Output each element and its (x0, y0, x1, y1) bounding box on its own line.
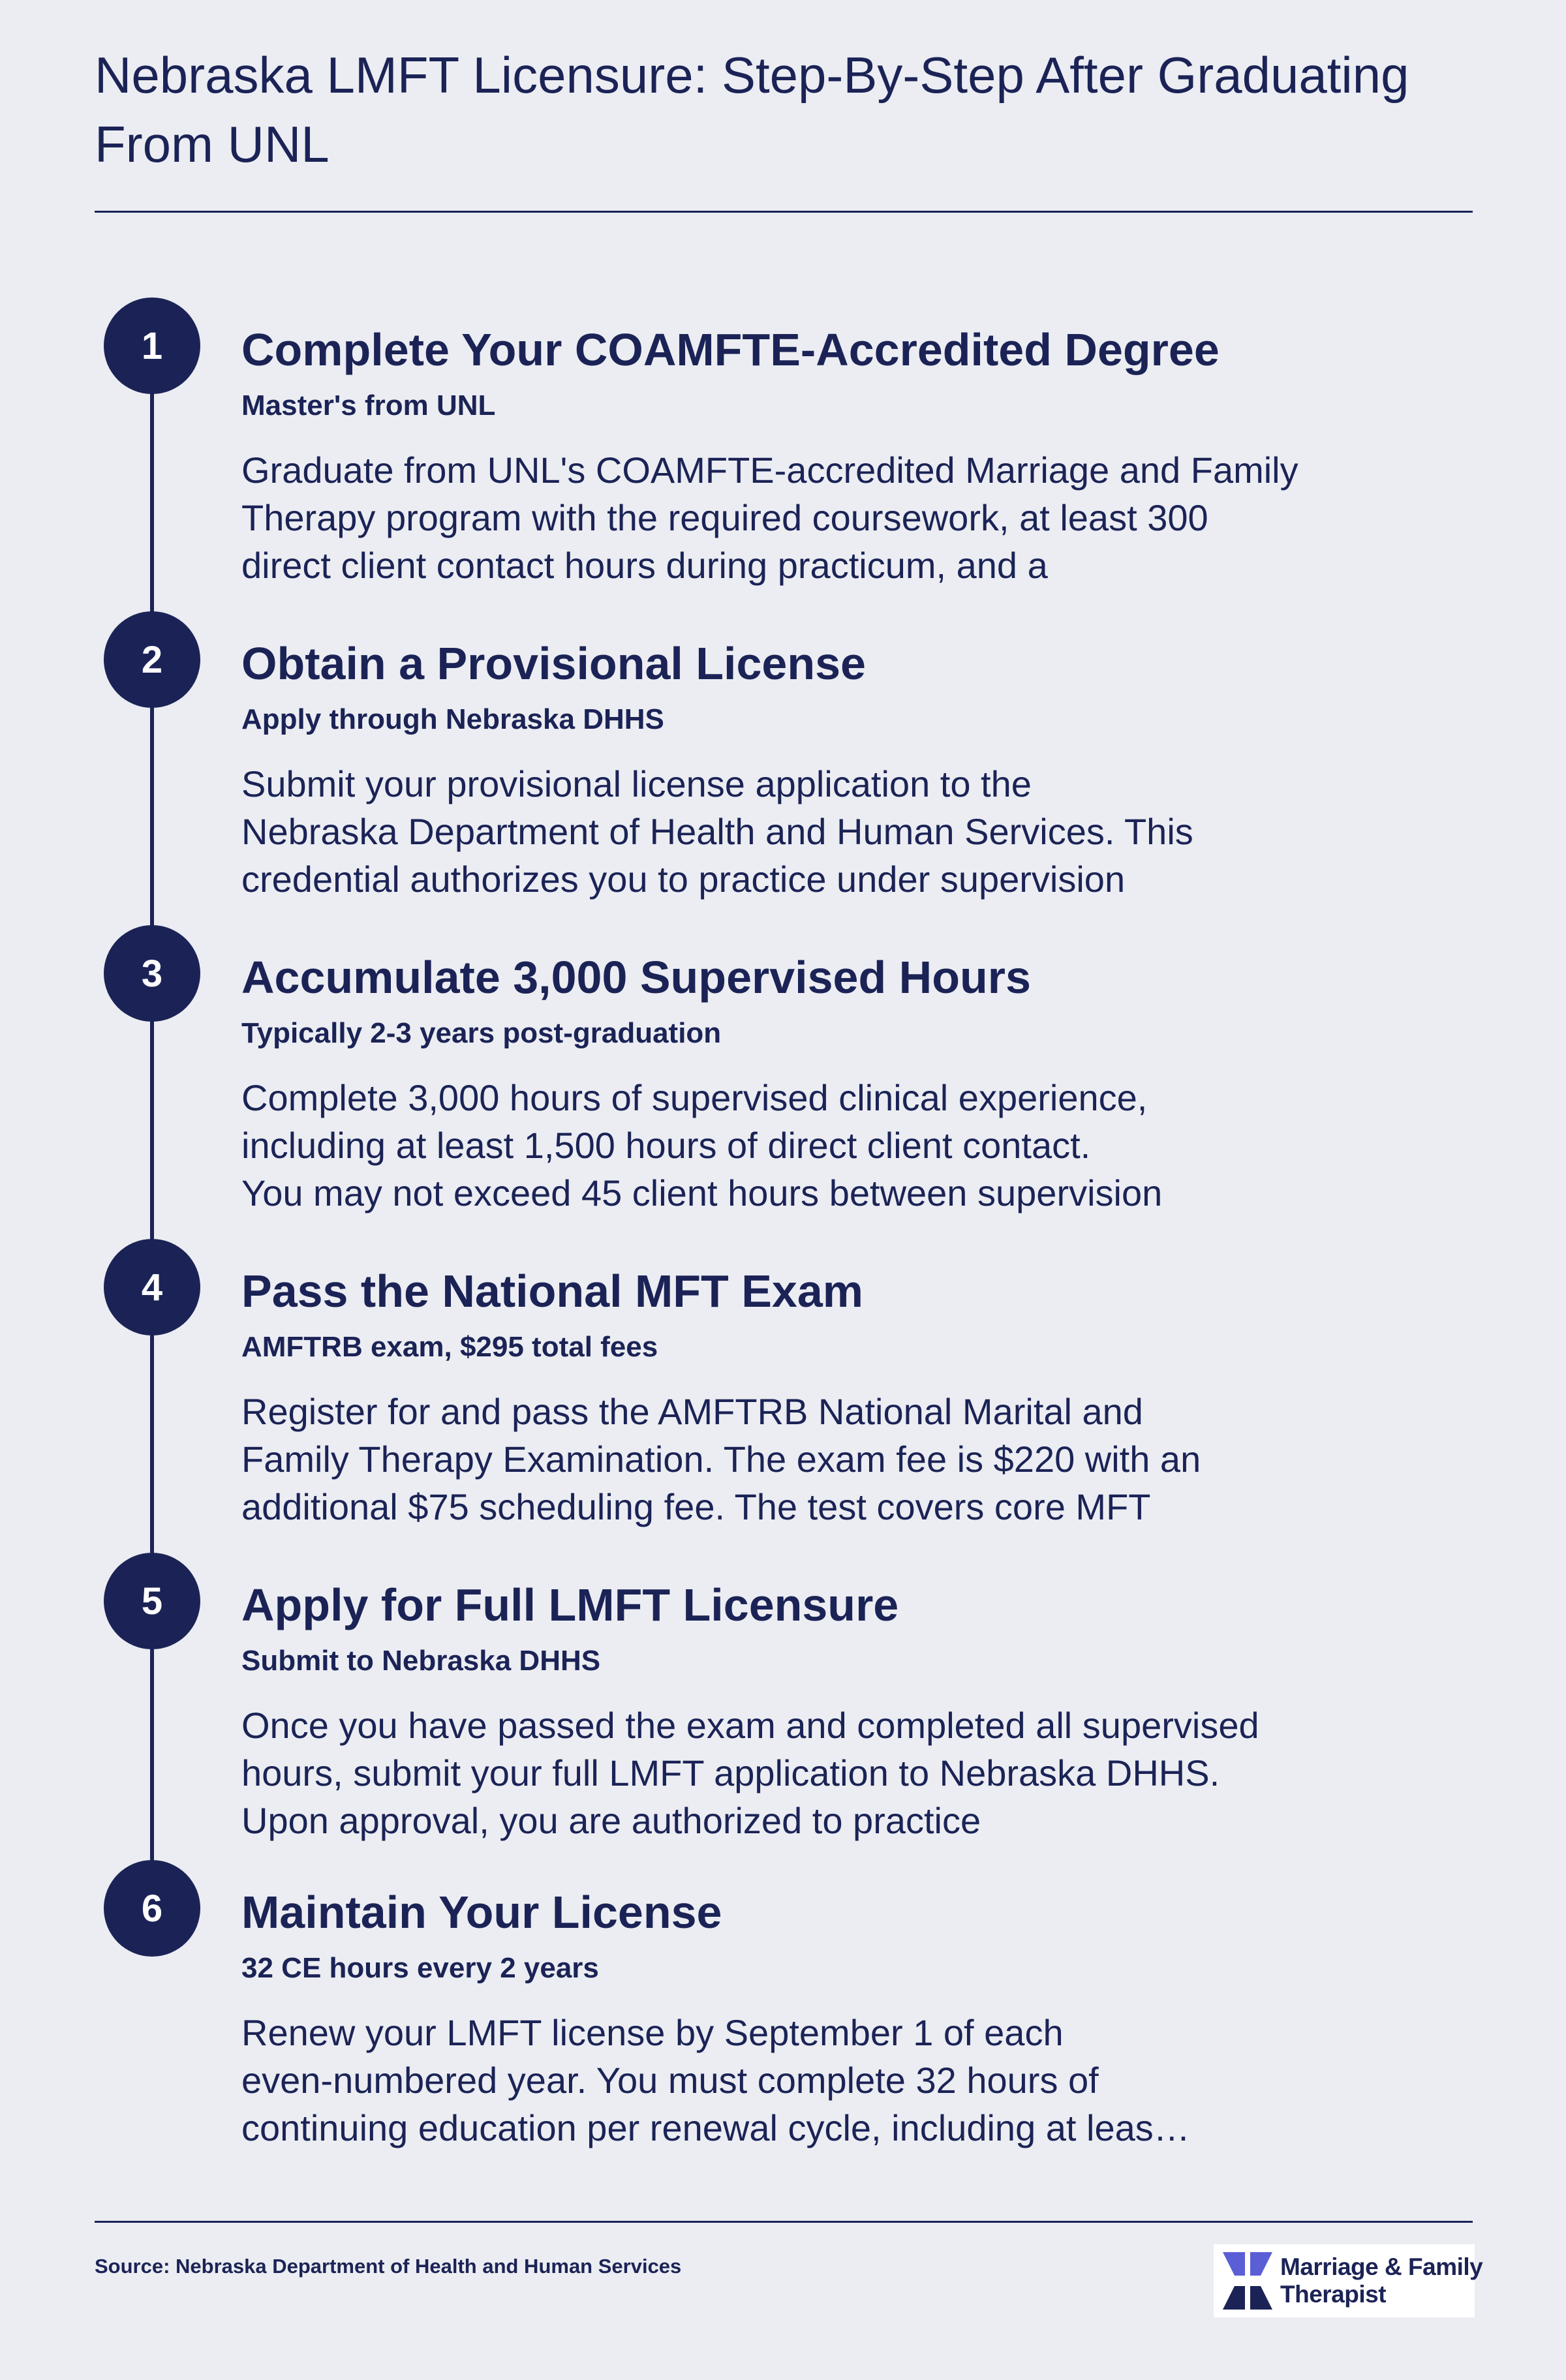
step-number-badge: 4 (104, 1239, 200, 1335)
step-description: Renew your LMFT license by September 1 of each even-numbered year. You must complete 32 hours of continuing education per renewal cycle, including at leas… (241, 2012, 1190, 2148)
brand-logo (1214, 2244, 1483, 2317)
step-5 (0, 1553, 1566, 1859)
step-4 (0, 1239, 1566, 1546)
step-title: Pass the National MFT Exam (241, 1266, 864, 1317)
step-number-badge: 2 (104, 611, 200, 708)
logo-line-2: Therapist (1280, 2281, 1387, 2308)
mft-logo-icon (1221, 2250, 1274, 2312)
logo-wordmark (1280, 2253, 1482, 2308)
step-subtitle: Submit to Nebraska DHHS (241, 1645, 601, 1677)
step-description: Submit your provisional license application to the Nebraska Department of Health and Human Services. This credential authorizes you to practice under supervision (241, 763, 1193, 900)
step-subtitle: 32 CE hours every 2 years (241, 1952, 599, 1984)
step-number-badge: 1 (104, 298, 200, 394)
step-3 (0, 925, 1566, 1232)
step-number-badge: 3 (104, 925, 200, 1022)
step-2 (0, 611, 1566, 918)
step-description: Complete 3,000 hours of supervised clinical experience, including at least 1,500 hours of direct client contact. You may not exceed 45 client hours between supervision (241, 1077, 1163, 1213)
step-1 (0, 298, 1566, 604)
step-title: Obtain a Provisional License (241, 638, 866, 689)
step-subtitle: AMFTRB exam, $295 total fees (241, 1331, 658, 1363)
step-description: Graduate from UNL's COAMFTE-accredited Marriage and Family Therapy program with the required coursework, at least 300 direct client contact hours during practicum, and a (241, 450, 1298, 586)
step-description: Once you have passed the exam and completed all supervised hours, submit your full LMFT application to Nebraska DHHS. Upon approval, you are authorized to practice (241, 1705, 1259, 1841)
step-subtitle: Master's from UNL (241, 389, 496, 421)
footer-divider (95, 2221, 1473, 2223)
step-subtitle: Typically 2-3 years post-graduation (241, 1017, 722, 1049)
page-title: Nebraska LMFT Licensure: Step-By-Step After Graduating From UNL (95, 46, 1409, 173)
step-title: Apply for Full LMFT Licensure (241, 1579, 899, 1630)
source-note: Source: Nebraska Department of Health and Human Services (95, 2255, 682, 2278)
logo-line-1: Marriage & Family (1280, 2253, 1483, 2280)
header-divider (95, 211, 1473, 213)
step-6 (0, 1860, 1566, 2167)
step-title: Accumulate 3,000 Supervised Hours (241, 952, 1031, 1003)
step-subtitle: Apply through Nebraska DHHS (241, 703, 664, 735)
step-title: Maintain Your License (241, 1887, 722, 1938)
step-description: Register for and pass the AMFTRB National Marital and Family Therapy Examination. The exam fee is $220 with an additional $75 scheduling fee. The test covers core MFT (241, 1391, 1201, 1527)
step-number-badge: 5 (104, 1553, 200, 1649)
step-number-badge: 6 (104, 1860, 200, 1957)
step-title: Complete Your COAMFTE-Accredited Degree (241, 324, 1220, 375)
